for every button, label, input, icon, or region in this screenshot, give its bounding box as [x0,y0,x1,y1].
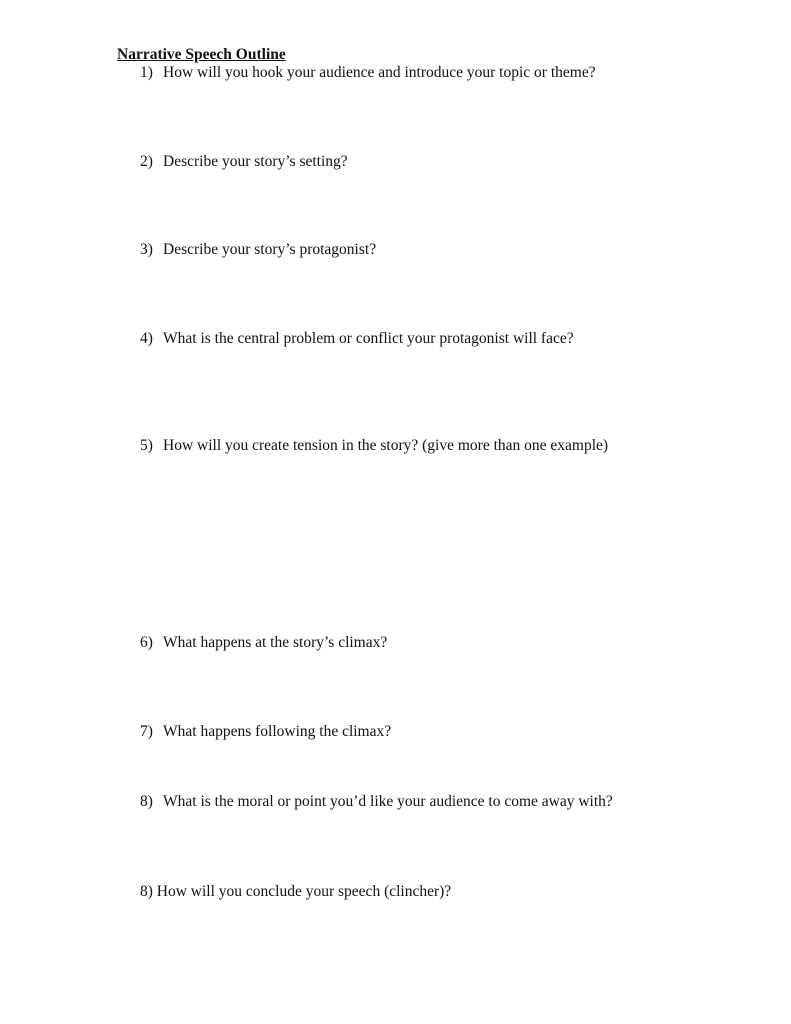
question-number: 5) [140,437,153,454]
question-text: Describe your story’s protagonist? [163,241,377,258]
question-text: How will you hook your audience and introduce your topic or theme? [163,64,596,81]
question-number: 2) [140,153,153,170]
question-8 [140,793,613,811]
question-7 [140,723,391,741]
question-4 [140,330,574,348]
question-number: 8) [140,793,153,810]
question-number: 3) [140,241,153,258]
question-text: How will you create tension in the story? (give more than one example) [163,437,609,454]
question-1 [140,64,596,82]
question-5 [140,437,608,455]
question-number: 7) [140,723,153,740]
question-text: What happens following the climax? [163,723,392,740]
question-3 [140,241,376,259]
question-6 [140,634,387,652]
question-number: 6) [140,634,153,651]
question-text: What is the moral or point you’d like your audience to come away with? [163,793,613,810]
question-2 [140,153,348,171]
question-conclusion: 8) How will you conclude your speech (clincher)? [140,883,452,900]
question-text: What happens at the story’s climax? [163,634,388,651]
question-text: Describe your story’s setting? [163,153,348,170]
question-number: 1) [140,64,153,81]
question-number: 4) [140,330,153,347]
page-title: Narrative Speech Outline [117,46,286,63]
question-text: What is the central problem or conflict your protagonist will face? [163,330,574,347]
